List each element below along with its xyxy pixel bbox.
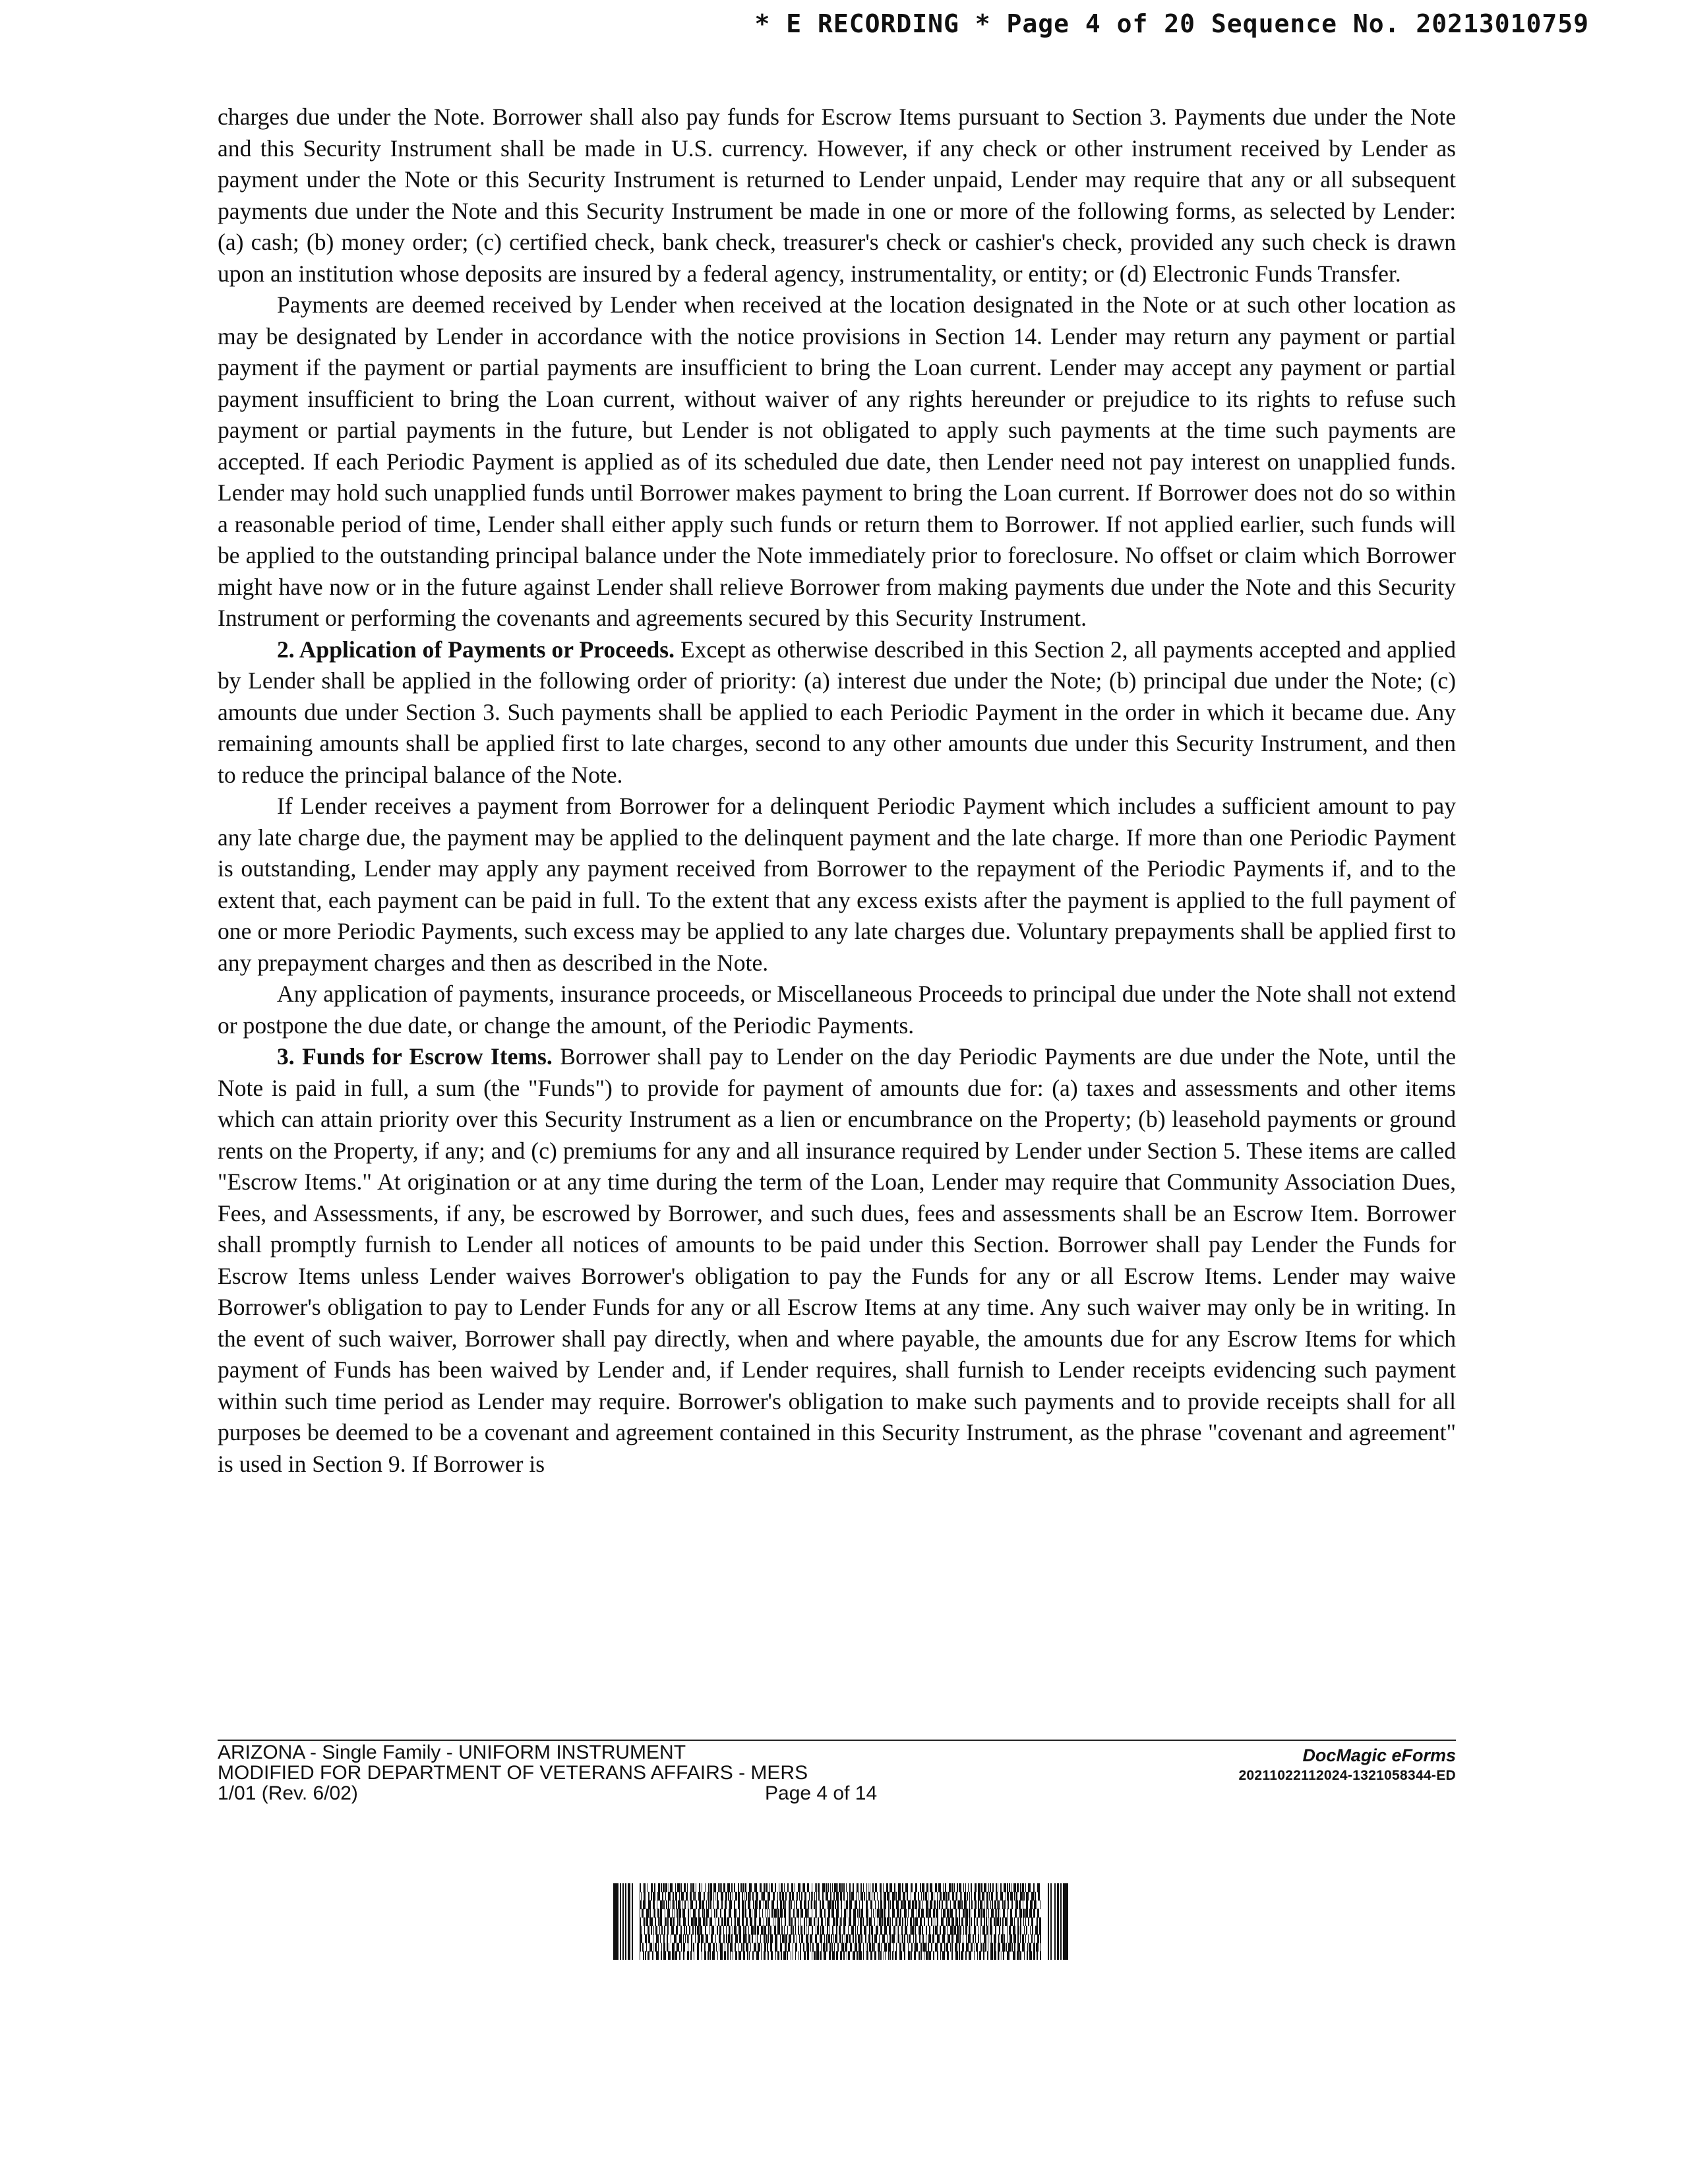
section-3-funds-for-escrow <box>218 1041 1456 1480</box>
paragraph-delinquent-payment <box>218 791 1456 979</box>
document-body <box>218 102 1456 1480</box>
footer-form-subtitle: MODIFIED FOR DEPARTMENT OF VETERANS AFFAIRS - MERS <box>218 1762 808 1784</box>
footer-form-info <box>218 1742 808 1804</box>
paragraph-text: Borrower shall pay to Lender on the day Periodic Payments are due under the Note, until the Note is paid in full, a sum (the "Funds") to provide for payment of amounts due for: (a) taxes and assessments and other items which can attain priority over this Security Instrument as a lien or encumbrance on the Property; (b) leasehold payments or ground rents on the Property, if any; and (c) premiums for any and all insurance required by Lender under Section 5. These items are called "Escrow Items." At origination or at any time during the term of the Loan, Lender may require that Community Association Dues, Fees, and Assessments, if any, be escrowed by Borrower, and such dues, fees and assessments shall be an Escrow Item. Borrower shall promptly furnish to Lender all notices of amounts to be paid under this Section. Borrower shall pay Lender the Funds for Escrow Items unless Lender waives Borrower's obligation to pay the Funds for any or all Escrow Items. Lender may waive Borrower's obligation to pay to Lender Funds for any or all Escrow Items at any time. Any such waiver may only be in writing. In the event of such waiver, Borrower shall pay directly, when and where payable, the amounts due for any Escrow Items for which payment of Funds has been waived by Lender and, if Lender requires, shall furnish to Lender receipts evidencing such payment within such time period as Lender may require. Borrower's obligation to make such payments and to provide receipts shall for all purposes be deemed to be a covenant and agreement contained in this Security Instrument, as the phrase "covenant and agreement" is used in Section 9. If Borrower is <box>218 1043 1456 1477</box>
section-2-application-of-payments <box>218 634 1456 791</box>
footer-branding <box>1238 1745 1456 1786</box>
footer-divider <box>218 1740 1456 1741</box>
recording-header: * E RECORDING * Page 4 of 20 Sequence No. 20213010759 <box>754 9 1589 38</box>
footer-form-title: ARIZONA - Single Family - UNIFORM INSTRUMENT <box>218 1742 686 1763</box>
barcode-icon <box>613 1883 1068 1960</box>
paragraph-text: If Lender receives a payment from Borrower for a delinquent Periodic Payment which includes a sufficient amount to pay any late charge due, the payment may be applied to the delinquent payment and the late charge. If more than one Periodic Payment is outstanding, Lender may apply any payment received from Borrower to the repayment of the Periodic Payments if, and to the extent that, each payment can be paid in full. To the extent that any excess exists after the payment is applied to the full payment of one or more Periodic Payments, such excess may be applied to any late charges due. Voluntary prepayments shall be applied first to any prepayment charges and then as described in the Note. <box>218 793 1456 976</box>
paragraph-payments-received <box>218 289 1456 634</box>
brand-logo: DocMagic eForms <box>1302 1745 1456 1765</box>
section-heading: 3. Funds for Escrow Items. <box>277 1043 553 1070</box>
paragraph-application-to-principal <box>218 979 1456 1041</box>
document-id: 20211022112024-1321058344-ED <box>1238 1768 1456 1783</box>
paragraph-text: Except as otherwise described in this Section 2, all payments accepted and applied by Lender shall be applied in the following order of priority: (a) interest due under the Note; (b) principal due under the Note; (c) amounts due under Section 3. Such payments shall be applied to each Periodic Payment in the order in which it became due. Any remaining amounts shall be applied first to late charges, second to any other amounts due under this Security Instrument, and then to reduce the principal balance of the Note. <box>218 636 1457 788</box>
section-heading: 2. Application of Payments or Proceeds. <box>277 636 675 663</box>
paragraph-payments-currency <box>218 102 1456 289</box>
footer-page-number: Page 4 of 14 <box>765 1782 878 1804</box>
footer-revision: 1/01 (Rev. 6/02) <box>218 1782 358 1804</box>
paragraph-text: Any application of payments, insurance proceeds, or Miscellaneous Proceeds to principal due under the Note shall not extend or postpone the due date, or change the amount, of the Periodic Payments. <box>218 981 1456 1039</box>
paragraph-text: Payments are deemed received by Lender when received at the location designated in the Note or at such other location as may be designated by Lender in accordance with the notice provisions in Section 14. Lender may return any payment or partial payment if the payment or partial payments are insufficient to bring the Loan current. Lender may accept any payment or partial payment insufficient to bring the Loan current, without waiver of any rights hereunder or prejudice to its rights to refuse such payment or partial payments in the future, but Lender is not obligated to apply such payments at the time such payments are accepted. If each Periodic Payment is applied as of its scheduled due date, then Lender need not pay interest on unapplied funds. Lender may hold such unapplied funds until Borrower makes payment to bring the Loan current. If Borrower does not do so within a reasonable period of time, Lender shall either apply such funds or return them to Borrower. If not applied earlier, such funds will be applied to the outstanding principal balance under the Note immediately prior to foreclosure. No offset or claim which Borrower might have now or in the future against Lender shall relieve Borrower from making payments due under the Note and this Security Instrument or performing the covenants and agreements secured by this Security Instrument. <box>218 291 1456 631</box>
paragraph-text: charges due under the Note. Borrower shall also pay funds for Escrow Items pursuant to Section 3. Payments due under the Note and this Security Instrument shall be made in U.S. currency. However, if any check or other instrument received by Lender as payment under the Note or this Security Instrument is returned to Lender unpaid, Lender may require that any or all subsequent payments due under the Note and this Security Instrument be made in one or more of the following forms, as selected by Lender: (a) cash; (b) money order; (c) certified check, bank check, treasurer's check or cashier's check, provided any such check is drawn upon an institution whose deposits are insured by a federal agency, instrumentality, or entity; or (d) Electronic Funds Transfer. <box>218 104 1456 287</box>
